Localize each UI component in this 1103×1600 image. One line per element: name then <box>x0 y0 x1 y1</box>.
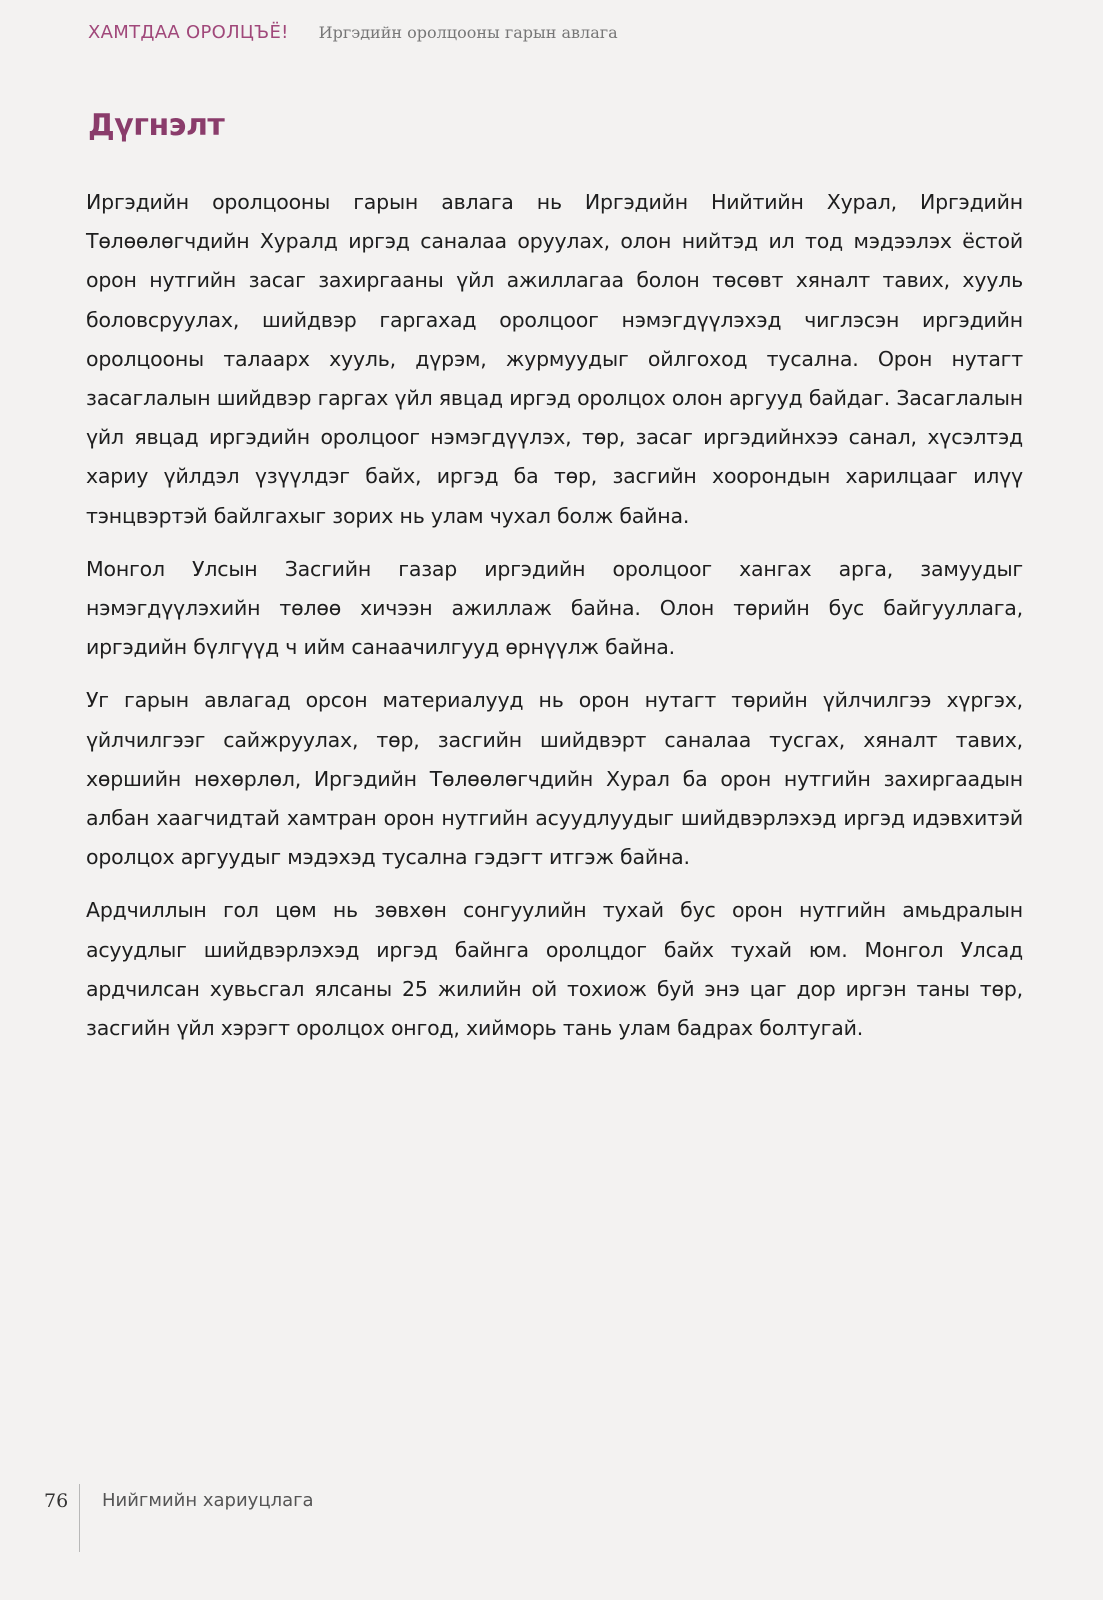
header-subtitle: Иргэдийн оролцооны гарын авлага <box>318 23 618 42</box>
header-title: ХАМТДАА ОРОЛЦЪЁ! <box>88 22 289 43</box>
paragraph-1: Иргэдийн оролцооны гарын авлага нь Иргэдийн Нийтийн Хурал, Иргэдийн Төлөөлөгчдийн Хуралд иргэд саналаа оруулах, олон нийтэд ил тод мэдээлэх ёстой орон нутгийн засаг захиргааны үйл ажиллагаа болон төсөвт хяналт тавих, хууль боловсруулах, шийдвэр гаргахад оролцоог нэмэгдүүлэхэд чиглэсэн иргэдийн оролцооны талаарх хууль, дүрэм, журмуудыг ойлгоход тусална. Орон нутагт засаглалын шийдвэр гаргах үйл явцад иргэд оролцох олон аргууд байдаг. Засаглалын үйл явцад иргэдийн оролцоог нэмэгдүүлэх, төр, засаг иргэдийнхээ санал, хүсэлтэд хариу үйлдэл үзүүлдэг байх, иргэд ба төр, засгийн хоорондын харилцааг илүү тэнцвэртэй байлгахыг зорих нь улам чухал болж байна. <box>86 190 1023 528</box>
paragraph-3: Уг гарын авлагад орсон материалууд нь орон нутагт төрийн үйлчилгээ хүргэх, үйлчилгээг сайжруулах, төр, засгийн шийдвэрт саналаа тусгах, хяналт тавих, хөршийн нөхөрлөл, Иргэдийн Төлөөлөгчдийн Хурал ба орон нутгийн захиргаадын албан хаагчидтай хамтран орон нутгийн асуудлуудыг шийдвэрлэхэд иргэд идэвхитэй оролцох аргуудыг мэдэхэд тусална гэдэгт итгэж байна. <box>86 688 1023 870</box>
footer-divider <box>79 1484 80 1552</box>
body-text <box>86 183 1023 1062</box>
paragraph-4: Ардчиллын гол цөм нь зөвхөн сонгуулийн тухай бус орон нутгийн амьдралын асуудлыг шийдвэрлэхэд иргэд байнга оролцдог байх тухай юм. Монгол Улсад ардчилсан хувьсгал ялсаны 25 жилийн ой тохиож буй энэ цаг дор иргэн таны төр, засгийн үйл хэрэгт оролцох онгод, хийморь тань улам бадрах болтугай. <box>86 898 1023 1041</box>
footer-section-title: Нийгмийн хариуцлага <box>102 1490 314 1511</box>
section-heading: Дүгнэлт <box>88 108 225 143</box>
page-number: 76 <box>44 1490 69 1512</box>
running-header <box>88 22 618 43</box>
paragraph-2: Монгол Улсын Засгийн газар иргэдийн оролцоог хангах арга, замуудыг нэмэгдүүлэхийн төлөө хичээн ажиллаж байна. Олон төрийн бус байгууллага, иргэдийн бүлгүүд ч ийм санаачилгууд өрнүүлж байна. <box>86 556 1023 660</box>
